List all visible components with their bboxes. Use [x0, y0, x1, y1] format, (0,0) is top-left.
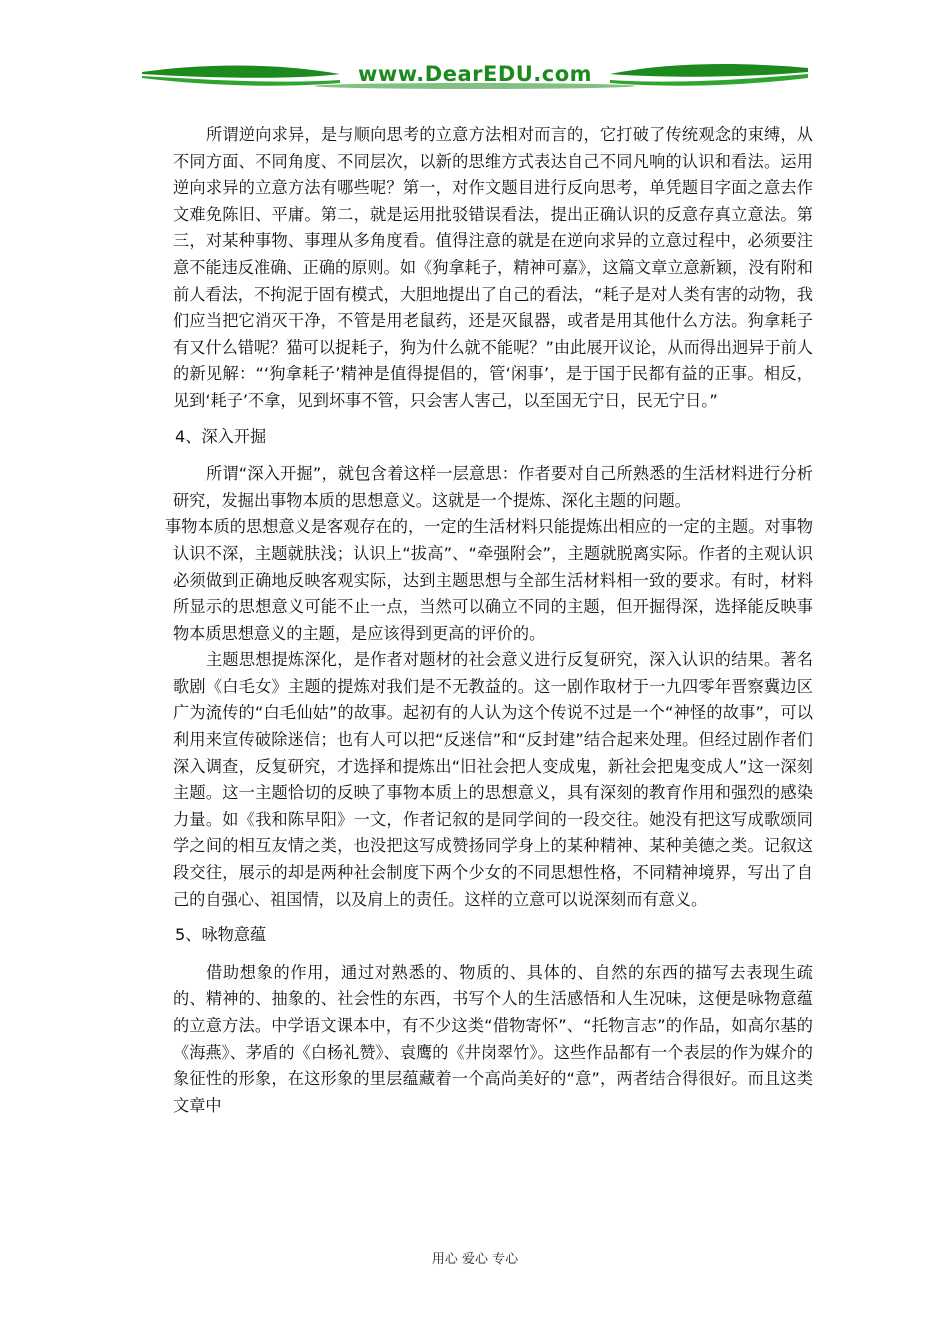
page-footer: 用心 爱心 专心 — [431, 1252, 519, 1267]
paragraph-essential-meaning: 事物本质的思想意义是客观存在的，一定的生活材料只能提炼出相应的一定的主题。对事物认识不深，主题就肤浅；认识上“拔高”、“牵强附会”，主题就脱离实际。作者的主观认识必须做到正确地反映客观实际，达到主题思想与全部生活材料相一致的要求。有时，材料所显示的思想意义可能不止一点，当然可以确立不同的主题，但开掘得深，选择能反映事物本质思想意义的主题，是应该得到更高的评价的。 — [165, 517, 813, 643]
paragraph-reverse-thinking: 所谓逆向求异，是与顺向思考的立意方法相对而言的，它打破了传统观念的束缚，从不同方面、不同角度、不同层次，以新的思维方式表达自己不同凡响的认识和看法。运用逆向求异的立意方法有哪些呢？第一，对作文题目进行反向思考，单凭题目字面之意去作文难免陈旧、平庸。第二，就是运用批驳错误看法，提出正确认识的反意存真立意法。第三，对某种事物、事理从多角度看。值得注意的就是在逆向求异的立意过程中，必须要注意不能违反准确、正确的原则。如《狗拿耗子，精神可嘉》，这篇文章立意新颖，没有附和前人看法，不拘泥于固有模式，大胆地提出了自己的看法，“耗子是对人类有害的动物，我们应当把它消灭干净，不管是用老鼠药，还是灭鼠器，或者是用其他什么方法。狗拿耗子有又什么错呢？猫可以捉耗子，狗为什么就不能呢？”由此展开议论，从而得出迥异于前人的新见解：“‘狗拿耗子’精神是值得提倡的，管‘闲事’，是于国于民都有益的正事。相反，见到‘耗子’不拿，见到坏事不管，只会害人害己，以至国无宁日，民无宁日。” — [173, 125, 813, 410]
article-body — [165, 122, 813, 1119]
paragraph-theme-refinement: 主题思想提炼深化，是作者对题材的社会意义进行反复研究，深入认识的结果。著名歌剧《白毛女》主题的提炼对我们是不无教益的。这一剧作取材于一九四零年晋察冀边区广为流传的“白毛仙姑”的故事。起初有的人认为这个传说不过是一个“神怪的故事”，可以利用来宣传破除迷信；也有人可以把“反迷信”和“反封建”结合起来处理。但经过剧作者们深入调查，反复研究，才选择和提炼出“旧社会把人变成鬼，新社会把鬼变成人”这一深刻主题。这一主题恰切的反映了事物本质上的思想意义，具有深刻的教育作用和强烈的感染力量。如《我和陈早阳》一文，作者记叙的是同学间的一段交往。她没有把这写成歌颂同学之间的相互友情之类，也没把这写成赞扬同学身上的某种精神、某种美德之类。记叙这段交往，展示的却是两种社会制度下两个少女的不同思想性格，不同精神境界，写出了自己的自强心、祖国情，以及肩上的责任。这样的立意可以说深刻而有意义。 — [173, 650, 813, 909]
paragraph-deep-digging-intro: 所谓“深入开掘”，就包含着这样一层意思：作者要对自己所熟悉的生活材料进行分析研究，发掘出事物本质的思想意义。这就是一个提炼、深化主题的问题。 — [173, 464, 813, 510]
section-heading-object-meaning: 5、咏物意蕴 — [175, 925, 267, 945]
page-header — [140, 58, 810, 98]
section-heading-deep-digging: 4、深入开掘 — [175, 426, 267, 446]
site-logo-text: www.DearEDU.com — [357, 62, 593, 86]
paragraph-object-meaning: 借助想象的作用，通过对熟悉的、物质的、具体的、自然的东西的描写去表现生疏的、精神的、抽象的、社会性的东西，书写个人的生活感悟和人生况味，这便是咏物意蕴的立意方法。中学语文课本中，有不少这类“借物寄怀”、“托物言志”的作品，如高尔基的《海燕》、茅盾的《白杨礼赞》、袁鹰的《井岗翠竹》。这些作品都有一个表层的作为媒介的象征性的形象，在这形象的里层蕴藏着一个高尚美好的“意”，两者结合得很好。而且这类文章中 — [173, 962, 813, 1115]
